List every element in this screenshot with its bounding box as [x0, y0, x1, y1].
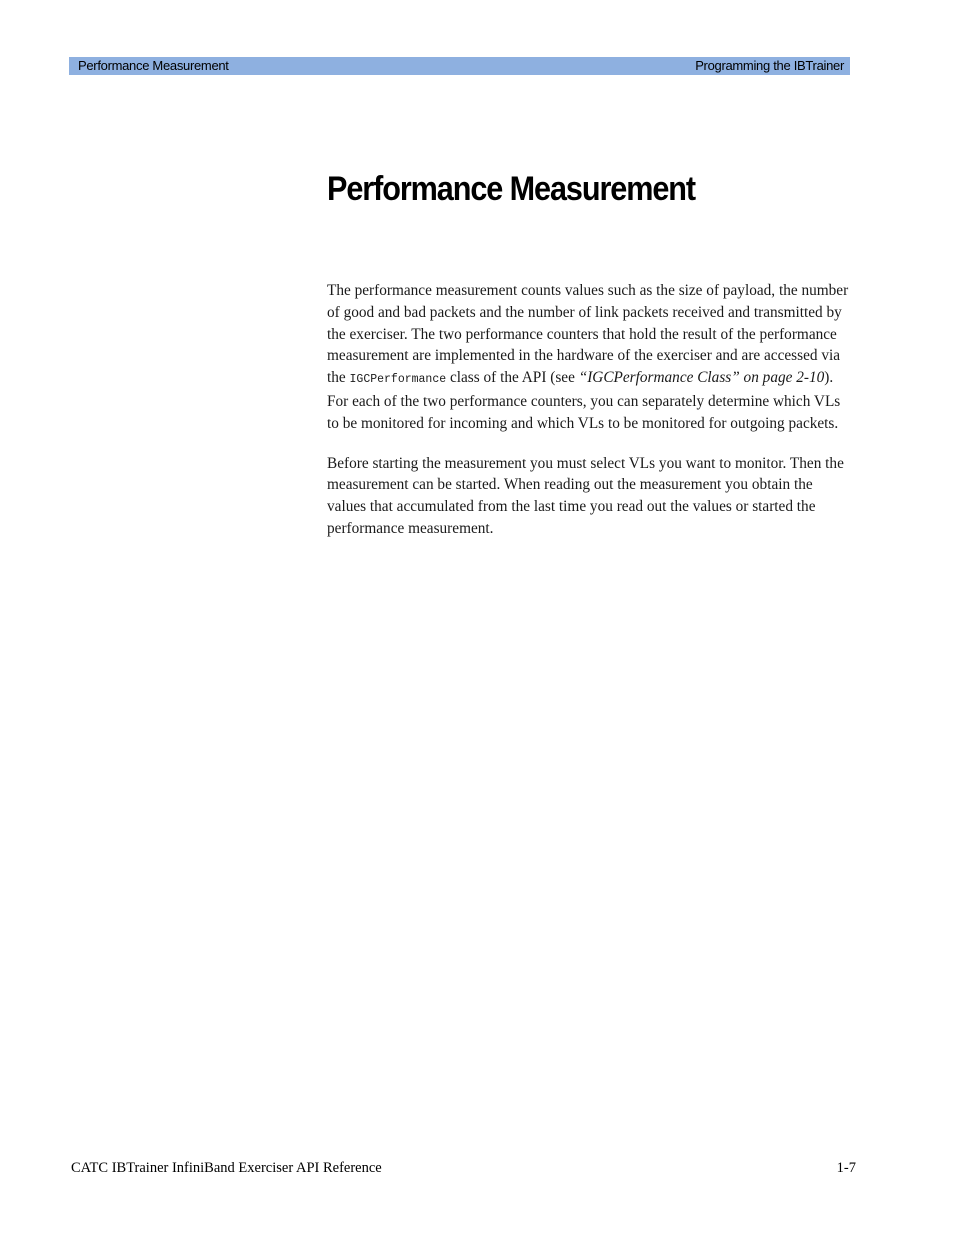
paragraph-1-part-3: ). For each of the two performance counters, you can separately determine which VLs to be monitored for incoming and which VLs to be monitored for outgoing packets.	[327, 369, 841, 432]
footer-book-title: CATC IBTrainer InfiniBand Exerciser API Reference	[71, 1160, 382, 1176]
paragraph-2: Before starting the measurement you must select VLs you want to monitor. Then the measurement can be started. When reading out the measurement you obtain the values that accumulated from the last time you read out the values or started the performance measurement.	[327, 454, 844, 537]
cross-reference-link[interactable]: “IGCPerformance Class” on page 2-10	[578, 369, 825, 387]
body-text	[327, 280, 853, 558]
header-chapter-title: Performance Measurement	[78, 58, 229, 73]
paragraph-1-part-1: The performance measurement counts values such as the size of payload, the number of good and bad packets and the number of link packets received and transmitted by the exerciser. The two performance counters that hold the result of the performance measurement are implemented in the hardware of the exerciser and are accessed via the	[327, 282, 849, 387]
paragraph-1	[327, 280, 853, 435]
footer-page-number: 1-7	[836, 1160, 856, 1176]
paragraph-1-part-2: class of the API (see	[446, 369, 579, 387]
section-title: Performance Measurement	[327, 170, 696, 208]
header-section-title: Programming the IBTrainer	[695, 58, 844, 73]
code-class-name: IGCPerformance	[349, 373, 447, 387]
running-header	[69, 57, 850, 75]
